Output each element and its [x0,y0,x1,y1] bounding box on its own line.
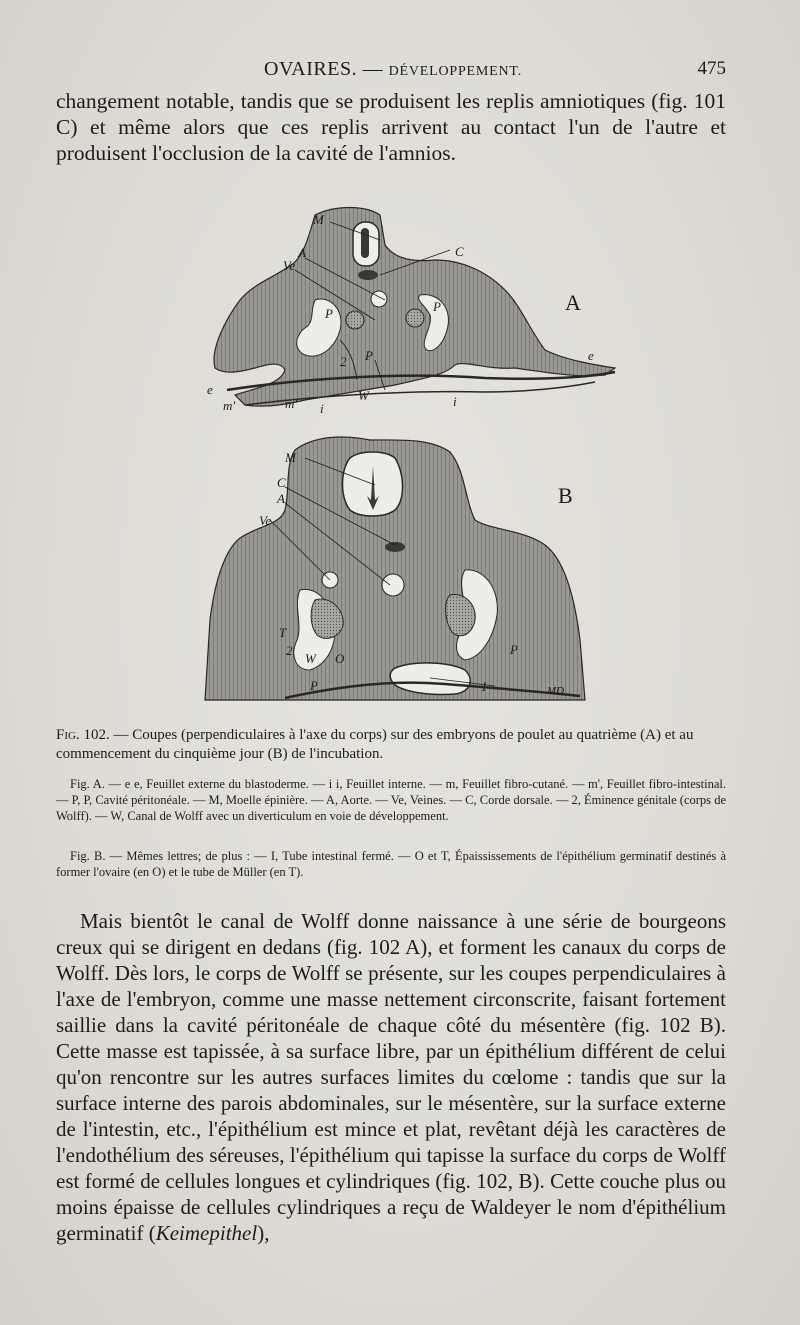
running-title [264,58,522,81]
page-number: 475 [697,58,726,79]
section-a-notochord [358,270,378,280]
section-a-neural-canal [361,228,369,258]
label-b-two: 2 [286,643,293,658]
running-title-sub: DÉVELOPPEMENT. [388,64,523,79]
figure-caption [56,726,726,764]
label-b-p-left: P [310,678,318,693]
label-b-ve: Ve [259,513,272,528]
label-a-w: W [358,388,369,403]
label-b-panel: B [558,483,573,508]
section-a-wolffian-right [406,309,424,327]
label-a-i-left: i [320,401,324,416]
label-a-a: A [298,245,306,260]
caption-label: Fig. 102. [56,727,110,743]
label-b-m: M [285,450,296,465]
label-a-m-prime-mid: m' [285,396,298,411]
legend-b-text: Fig. B. — Mêmes lettres; de plus : — I, Tube intestinal fermé. — O et T, Épaississements de l'épithélium germinatif destinés à former l'ovaire (en O) et le tube de Müller (en T). [56,849,726,879]
label-a-c: C [455,244,464,259]
section-a-wolffian-left [346,311,364,329]
label-a-i-right: i [453,394,457,409]
running-header [56,58,726,82]
body-text-end: ), [257,1221,270,1245]
top-paragraph-text: changement notable, tandis que se produisent les replis amniotiques (fig. 101 C) et même alors que ces replis arrivent au contact l'un de l'autre et produisent l'occlusion de la cavité de l'amnios. [56,89,726,165]
body-paragraph [56,908,726,1246]
label-b-p-right: P [510,642,518,657]
legend-a-text: Fig. A. — e e, Feuillet externe du blastoderme. — i i, Feuillet interne. — m, Feuillet fibro-cutané. — m', Feuillet fibro-intestinal. — P, P, Cavité péritonéale. — M, Moelle épinière. — A, Aorte. — Ve, Veines. — C, Corde dorsale. — 2, Éminence génitale (corps de Wolff). — W, Canal de Wolff avec un diverticulum en voie de développement. [56,777,726,823]
label-a-panel: A [565,290,581,315]
body-paragraph-text [56,908,726,1246]
label-a-p-center: P [365,348,373,363]
figure-drawing [185,200,625,715]
label-a-e-left: e [207,382,213,397]
caption-text: — Coupes (perpendiculaires à l'axe du corps) sur des embryons de poulet au quatrième (A) et au commencement du cinquième jour (B) de l'incubation. [56,727,694,762]
label-b-a: A [277,491,285,506]
section-b-aorta [382,574,404,596]
body-text-main: Mais bientôt le canal de Wolff donne naissance à une série de bourgeons creux qui se dirigent en dedans (fig. 102 A), et forment les canaux du corps de Wolff. Dès lors, le corps de Wolff se présente, sur les coupes perpendiculaires à l'axe de l'embryon, comme une masse nettement circonscrite, faisant fortement saillie dans la cavité péritonéale de chaque côté du mésentère (fig. 102 B). Cette masse est tapissée, à sa surface libre, par un épithélium différent de celui qu'on rencontre sur les autres surfaces limites du cœlome : tandis que sur la surface interne des parois abdominales, sur le mésentère, sur la surface externe de l'intestin, etc., l'épithélium est mince et plat, revêtant déjà les caractères de l'endothélium des séreuses, l'épithélium qui tapisse la surface du corps de Wolff est formé de cellules longues et cylindriques (fig. 102, B). Cette couche plus ou moins épaisse de cellules cylindriques a reçu de Waldeyer le nom d'épithélium germinatif ( [56,909,726,1245]
label-b-md: MD [547,685,565,697]
section-b-drawing [205,437,585,700]
label-b-c: C [277,475,286,490]
legend-b [56,848,726,880]
section-a-drawing [214,208,615,407]
label-a-p-right: P [433,299,441,314]
section-a-aorta [371,291,387,307]
label-a-p-left: P [325,306,333,321]
label-a-e-right: e [588,348,594,363]
label-a-m: M [313,212,324,227]
body-italic-term: Keimepithel [155,1221,258,1245]
label-b-o: O [335,651,345,666]
label-a-ve: Ve [283,258,296,273]
legend-a [56,776,726,824]
figure-102 [185,200,625,715]
running-title-main: OVAIRES. — [264,58,384,80]
label-b-w: W [305,651,316,666]
label-b-t: T [279,625,287,640]
label-b-i: I [482,679,487,694]
section-b-notochord [385,542,405,552]
label-a-two: 2 [340,354,347,369]
caption-line [56,726,726,764]
label-a-m-prime-left: m' [223,398,236,413]
top-paragraph [56,88,726,166]
